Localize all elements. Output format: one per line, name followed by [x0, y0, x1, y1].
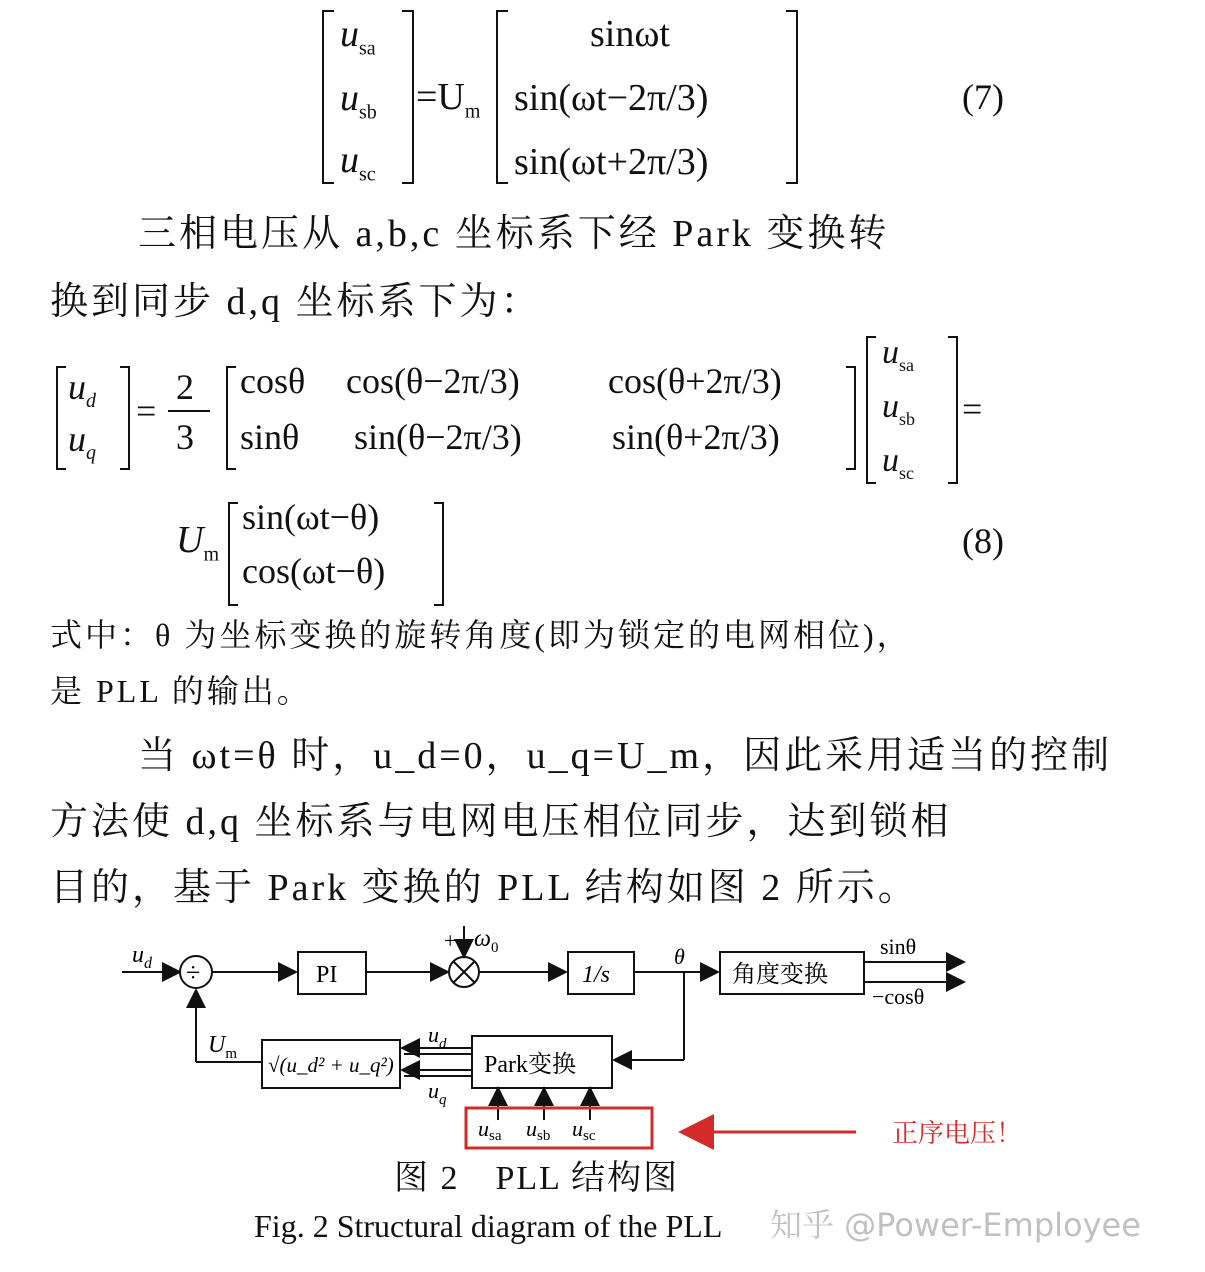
- eq8-um: $U_m$: [176, 519, 220, 566]
- eq7-lhs-2: $u_{sb}$: [340, 77, 377, 124]
- eq7-rhs-3: sin(ωt+2π/3): [514, 141, 709, 183]
- plus-label: +: [444, 928, 457, 953]
- para3-line3: 目的，基于 Park 变换的 PLL 结构如图 2 所示。: [50, 867, 919, 909]
- eq7-lhs-1: $u_{sa}$: [340, 13, 376, 60]
- divider-symbol: ÷: [186, 958, 201, 987]
- eq7-equals-um: $=U_m$: [416, 76, 481, 123]
- output-cos-label: −cosθ: [872, 984, 925, 1009]
- para1-line1: 三相电压从 a,b,c 坐标系下经 Park 变换转: [138, 213, 890, 255]
- equation-8: [0, 330, 1205, 590]
- bracket-right: [120, 366, 130, 470]
- para3-line1: 当 ωt=θ 时，u_d=0，u_q=U_m，因此采用适当的控制: [138, 735, 1113, 777]
- input-usb-label: usb: [526, 1116, 551, 1144]
- para2-line2: 是 PLL 的输出。: [50, 673, 312, 709]
- bracket-left: [226, 366, 236, 470]
- vec-usb: $u_{sb}$: [882, 388, 916, 429]
- figure-caption-cn: 图 2 PLL 结构图: [394, 1160, 680, 1197]
- matrix-r1c2: cos(θ−2π/3): [346, 361, 520, 401]
- eq8-lhs-ud: $u_d$: [68, 367, 96, 413]
- bracket-left: [228, 502, 238, 606]
- annotation-text: 正序电压！: [892, 1119, 1023, 1148]
- matrix-r2c1: sinθ: [240, 417, 300, 457]
- ud-label: $u_d$: [428, 1022, 447, 1052]
- bracket-right: [846, 366, 856, 470]
- watermark: 知乎 @Power-Employee: [770, 1206, 1141, 1244]
- result-row1: sin(ωt−θ): [242, 497, 380, 537]
- fraction-numerator: 2: [176, 367, 194, 407]
- pll-block-diagram: [0, 920, 1205, 1150]
- equation-number-8: (8): [962, 521, 1004, 561]
- pi-block-label: PI: [316, 962, 338, 988]
- matrix-r2c2: sin(θ−2π/3): [354, 417, 522, 457]
- eq8-lhs-uq: $u_q$: [68, 419, 96, 465]
- result-row2: cos(ωt−θ): [242, 551, 386, 591]
- bracket-right: [402, 10, 414, 184]
- equation-number-7: (7): [962, 77, 1004, 117]
- matrix-r2c3: sin(θ+2π/3): [612, 417, 780, 457]
- para3-line2: 方法使 d,q 坐标系与电网电压相位同步，达到锁相: [50, 801, 952, 843]
- input-usc-label: usc: [572, 1116, 596, 1144]
- eq7-rhs-1: sinωt: [590, 13, 670, 55]
- uq-label: $u_q$: [428, 1078, 447, 1108]
- omega0-label: $\omega_0$: [474, 926, 499, 956]
- bracket-left: [56, 366, 66, 470]
- park-transform-label: Park变换: [484, 1052, 576, 1078]
- fraction-denominator: 3: [176, 417, 194, 457]
- output-sin-label: sinθ: [880, 934, 917, 959]
- figure-caption-en: Fig. 2 Structural diagram of the PLL: [254, 1208, 723, 1244]
- theta-label: θ: [674, 944, 685, 969]
- integrator-label: 1/s: [582, 962, 611, 988]
- bracket-right: [948, 336, 958, 484]
- matrix-r1c1: cosθ: [240, 361, 306, 401]
- eq8-tail-equals: =: [962, 389, 983, 429]
- para2-line1: 式中：θ 为坐标变换的旋转角度(即为锁定的电网相位)，: [50, 617, 912, 653]
- fraction-bar: [168, 410, 210, 412]
- vec-usa: $u_{sa}$: [882, 334, 914, 375]
- input-ud-label: $u_d$: [132, 942, 152, 972]
- bracket-left: [496, 10, 508, 184]
- input-usa-label: usa: [478, 1116, 502, 1144]
- equation-7: [0, 0, 1205, 190]
- bracket-right: [434, 502, 444, 606]
- bracket-right: [786, 10, 798, 184]
- vec-usc: $u_{sc}$: [882, 442, 914, 483]
- magnitude-label: √(u_d² + u_q²): [268, 1053, 394, 1077]
- eq8-equals: =: [136, 391, 157, 431]
- eq7-lhs-3: $u_{sc}$: [340, 139, 376, 186]
- bracket-left: [322, 10, 334, 184]
- eq7-rhs-2: sin(ωt−2π/3): [514, 77, 709, 119]
- matrix-r1c3: cos(θ+2π/3): [608, 361, 782, 401]
- para1-line2: 换到同步 d,q 坐标系下为：: [50, 281, 542, 323]
- angle-transform-label: 角度变换: [732, 962, 828, 988]
- um-label: $U_m$: [208, 1032, 238, 1062]
- bracket-left: [866, 336, 876, 484]
